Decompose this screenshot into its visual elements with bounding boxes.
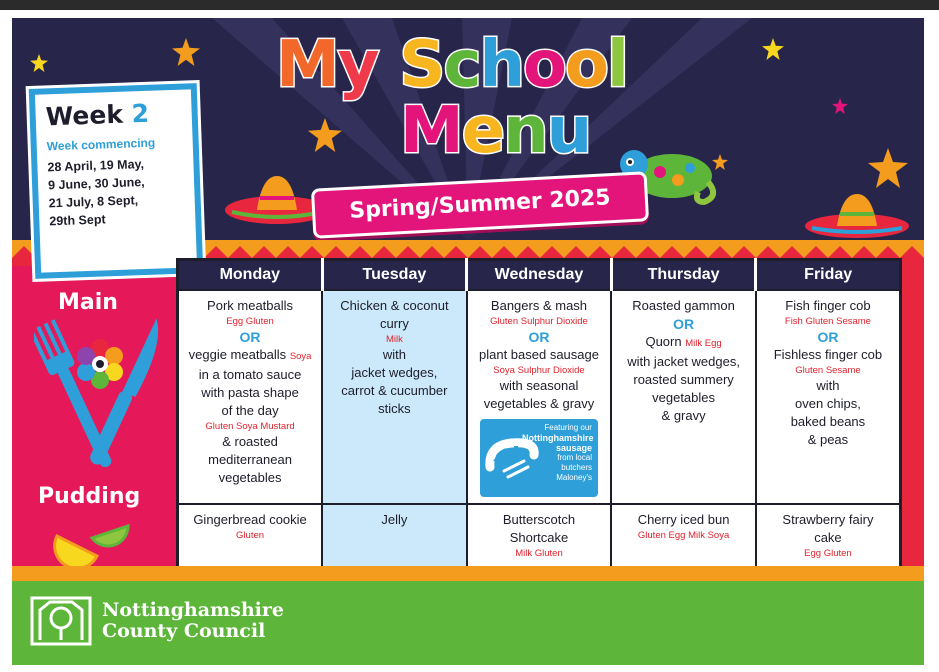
title-letter: S: [399, 28, 444, 102]
dish-text: & peas: [807, 432, 849, 447]
council-tree-logo: [30, 596, 92, 646]
or-divider: OR: [239, 329, 261, 345]
dish-text: mediterranean: [208, 452, 292, 467]
sausage-feature-box: [480, 419, 598, 497]
day-header-row: [178, 260, 901, 291]
dish-line: [327, 364, 462, 382]
dish-line: [183, 433, 317, 451]
dish-text: & gravy: [661, 408, 706, 423]
sausage-line: butchers: [561, 463, 592, 472]
dish-text: Fish finger cob: [785, 298, 871, 313]
council-name-line-1: Nottinghamshire: [102, 599, 284, 621]
dish-text: plant based sausage: [478, 347, 599, 362]
day-header-monday: Monday: [178, 260, 323, 291]
main-cell-tuesday: [322, 290, 467, 504]
title-letter: h: [479, 28, 523, 102]
dish-line: [472, 297, 607, 315]
day-header-friday: Friday: [756, 260, 901, 291]
dish-text: Jelly: [381, 512, 408, 527]
dish-line: [327, 382, 462, 400]
star-icon: [868, 148, 908, 188]
main-cell-wednesday: [467, 290, 612, 504]
dish-text: vegetables: [218, 470, 282, 485]
dish-text: sticks: [378, 401, 411, 416]
dish-text: curry: [379, 316, 409, 331]
dish-text: Bangers & mash: [490, 298, 588, 313]
allergen-info: Gluten: [236, 530, 265, 541]
dish-text: Chicken & coconut: [340, 298, 449, 313]
flower-icon: [77, 339, 123, 389]
title-letter: c: [443, 28, 480, 102]
day-header-wednesday: Wednesday: [467, 260, 612, 291]
dish-line: [472, 529, 607, 547]
main-label: Main: [58, 290, 118, 315]
dish-line: [183, 511, 317, 529]
dish-line: [183, 402, 317, 420]
dish-line: [183, 346, 317, 366]
dish-line: [761, 395, 895, 413]
main-course-row: [178, 290, 901, 504]
allergen-info: Milk Gluten: [515, 548, 563, 559]
title-letter: o: [523, 28, 565, 102]
title-letter: o: [564, 28, 607, 102]
main-cell-monday: [178, 290, 323, 504]
main-cell-friday: [756, 290, 901, 504]
allergen-info: Soya: [289, 351, 312, 362]
dish-text: of the day: [221, 403, 279, 418]
week-card: [29, 83, 204, 279]
title-line-1: [276, 30, 627, 100]
allergen-info: Egg Gluten: [804, 548, 852, 559]
dish-text: with: [816, 378, 840, 393]
dish-line: [616, 371, 751, 389]
dish-text: with pasta shape: [201, 385, 299, 400]
dish-text: in a tomato sauce: [198, 367, 302, 382]
week-dates: [47, 154, 189, 231]
allergen-info: Fish Gluten Sesame: [784, 316, 871, 327]
council-name-line-2: County Council: [102, 620, 266, 642]
dish-text: oven chips,: [795, 396, 861, 411]
pudding-label: Pudding: [38, 484, 141, 509]
sausage-line: Maloney's: [556, 473, 592, 482]
dish-text: roasted summery: [633, 372, 734, 387]
dish-text: Quorn: [645, 334, 682, 349]
dish-line: [472, 377, 607, 395]
sausage-feature-text: [522, 423, 592, 483]
allergen-info: Gluten Sesame: [795, 365, 861, 376]
dish-line: [616, 389, 751, 407]
star-icon: [30, 54, 48, 72]
dish-line: [761, 377, 895, 395]
dish-line: [616, 353, 751, 371]
title-letter: M: [400, 94, 462, 168]
week-date-line: 29th Sept: [49, 212, 106, 229]
dish-text: with seasonal: [499, 378, 579, 393]
dish-text: Roasted gammon: [632, 298, 735, 313]
title-letter: M: [276, 28, 338, 102]
dish-text: Shortcake: [509, 530, 569, 545]
dish-line: [472, 395, 607, 413]
title-letter: u: [546, 94, 591, 168]
allergen-info: Egg Gluten: [226, 316, 274, 327]
cutlery-icon: [34, 314, 164, 474]
allergen-info: Gluten Sulphur Dioxide: [490, 316, 588, 327]
title-line-2: [400, 96, 590, 166]
menu-table: [176, 258, 902, 580]
dish-text: cake: [814, 530, 842, 545]
title-letter: y: [337, 28, 378, 102]
dish-line: [472, 511, 607, 529]
dish-line: [761, 413, 895, 431]
allergen-info: Milk: [385, 334, 403, 345]
sausage-line: sausage: [555, 443, 592, 453]
lemon-slice-icon: [52, 516, 132, 566]
title-letter: n: [503, 94, 547, 168]
star-icon: [762, 38, 784, 60]
week-date-line: 21 July, 8 Sept,: [48, 193, 139, 211]
week-date-line: 9 June, 30 June,: [47, 175, 145, 193]
dish-text: jacket wedges,: [351, 365, 438, 380]
dish-text: carrot & cucumber: [341, 383, 448, 398]
allergen-info: Gluten Egg Milk Soya: [637, 530, 730, 541]
dish-line: [616, 333, 751, 353]
or-divider: OR: [528, 329, 550, 345]
top-bar: [0, 0, 939, 10]
dish-text: Fishless finger cob: [773, 347, 883, 362]
dish-line: [616, 297, 751, 315]
day-header-tuesday: Tuesday: [322, 260, 467, 291]
dish-text: vegetables: [652, 390, 716, 405]
dish-line: [183, 297, 317, 315]
dish-text: Pork meatballs: [207, 298, 294, 313]
dish-text: with: [382, 347, 406, 362]
dish-text: Gingerbread cookie: [193, 512, 307, 527]
star-icon: [172, 38, 200, 66]
sausage-line: from local: [557, 453, 592, 462]
sausage-line: Nottinghamshire: [521, 433, 594, 443]
dish-line: [327, 315, 462, 333]
star-icon: [308, 118, 342, 152]
title-letter: e: [461, 94, 504, 168]
dish-line: [183, 451, 317, 469]
sombrero-icon: [802, 184, 912, 240]
week-commencing-label: Week commencing: [46, 135, 156, 154]
dish-text: Cherry iced bun: [637, 512, 730, 527]
dish-line: [761, 346, 895, 364]
dish-line: [761, 529, 895, 547]
star-icon: [832, 98, 848, 114]
dish-text: veggie meatballs: [188, 347, 287, 362]
dish-line: [183, 384, 317, 402]
title-letter: l: [606, 28, 627, 102]
dish-text: Butterscotch: [502, 512, 576, 527]
season-text: Spring/Summer 2025: [348, 185, 612, 224]
council-name: [102, 600, 284, 642]
week-label: Week: [45, 99, 124, 132]
week-date-line: 28 April, 19 May,: [47, 157, 145, 175]
dish-line: [761, 511, 895, 529]
allergen-info: Soya Sulphur Dioxide: [493, 365, 585, 376]
dish-line: [327, 511, 462, 529]
day-header-thursday: Thursday: [611, 260, 756, 291]
dish-line: [327, 400, 462, 418]
or-divider: OR: [673, 316, 695, 332]
dish-line: [472, 346, 607, 364]
allergen-info: Milk Egg: [685, 338, 722, 349]
sausage-line: Featuring our: [544, 423, 592, 432]
dish-text: with jacket wedges,: [627, 354, 740, 369]
dish-line: [327, 346, 462, 364]
dish-line: [183, 366, 317, 384]
main-cell-thursday: [611, 290, 756, 504]
main-cell-lines: [472, 297, 607, 413]
dish-text: Strawberry fairy: [782, 512, 874, 527]
dish-line: [327, 297, 462, 315]
dish-line: [761, 297, 895, 315]
dish-text: vegetables & gravy: [483, 396, 595, 411]
menu-poster: [12, 18, 924, 665]
dish-line: [616, 407, 751, 425]
orange-strip: [12, 566, 924, 581]
or-divider: OR: [817, 329, 839, 345]
dish-line: [616, 511, 751, 529]
week-heading: [45, 99, 149, 132]
dish-text: & roasted: [222, 434, 278, 449]
allergen-info: Gluten Soya Mustard: [205, 421, 295, 432]
week-number: 2: [131, 98, 150, 129]
dish-line: [183, 469, 317, 487]
dish-text: baked beans: [790, 414, 866, 429]
dish-line: [761, 431, 895, 449]
